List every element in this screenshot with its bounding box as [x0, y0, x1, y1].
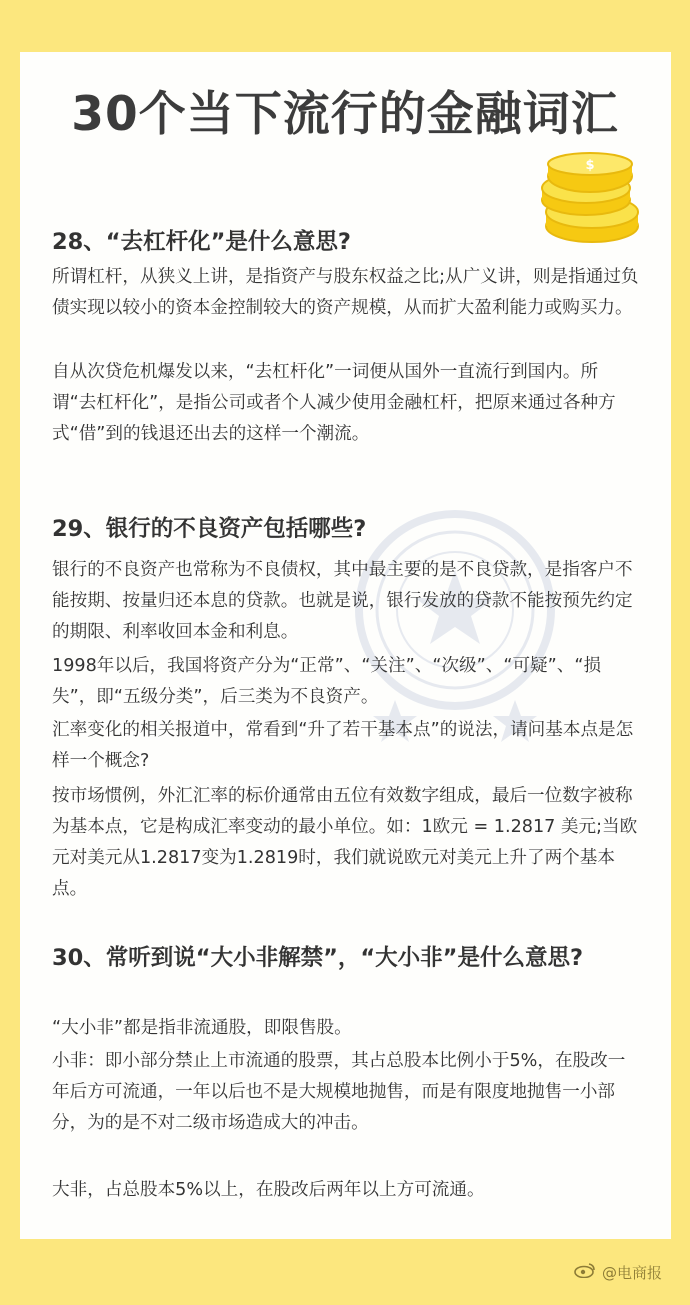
section-28-question: 28、“去杠杆化”是什么意思?: [52, 229, 351, 255]
section-30-question: 30、常听到说“大小非解禁”，“大小非”是什么意思?: [52, 945, 584, 971]
svg-text:$: $: [585, 158, 595, 173]
section-28-paragraph-2: 自从次贷危机爆发以来，“去杠杆化”一词便从国外一直流行到国内。所谓“去杠杆化”，是指公司或者个人减少使用金融杠杆，把原来通过各种方式“借”到的钱退还出去的这样一个潮流。: [52, 362, 616, 444]
page-title: 30个当下流行的金融词汇: [71, 87, 619, 142]
footer-watermark: [0, 1262, 662, 1283]
section-29-paragraph-4: 按市场惯例，外汇汇率的标价通常由五位有效数字组成，最后一位数字被称为基本点，它是构成汇率变动的最小单位。如：1欧元 = 1.2817 美元;当欧元对美元从1.2817变为1.2819时，我们就说欧元对美元上升了两个基本点。: [52, 786, 638, 899]
section-30-paragraph-3: 大非，占总股本5%以上，在股改后两年以上方可流通。: [52, 1180, 485, 1200]
section-29-paragraph-3: 汇率变化的相关报道中，常看到“升了若干基本点”的说法，请问基本点是怎样一个概念?: [52, 720, 634, 771]
weibo-icon: [574, 1262, 596, 1282]
watermark-handle: @电商报: [601, 1264, 662, 1282]
section-29-question: 29、银行的不良资产包括哪些?: [52, 516, 367, 542]
section-28-paragraph-1: 所谓杠杆，从狭义上讲，是指资产与股东权益之比;从广义讲，则是指通过负债实现以较小的资本金控制较大的资产规模，从而扩大盈利能力或购买力。: [52, 267, 639, 318]
section-29-paragraph-2: 1998年以后，我国将资产分为“正常”、“关注”、“次级”、“可疑”、“损失”，即“五级分类”，后三类为不良资产。: [52, 656, 602, 707]
section-30-paragraph-2: 小非：即小部分禁止上市流通的股票，其占总股本比例小于5%，在股改一年后方可流通，一年以后也不是大规模地抛售，而是有限度地抛售一小部分，为的是不对二级市场造成大的冲击。: [52, 1051, 626, 1133]
section-30-paragraph-1: “大小非”都是指非流通股，即限售股。: [52, 1018, 352, 1038]
section-29-paragraph-1: 银行的不良资产也常称为不良债权，其中最主要的是不良贷款，是指客户不能按期、按量归还本息的贷款。也就是说，银行发放的贷款不能按预先约定的期限、利率收回本金和利息。: [52, 560, 633, 642]
